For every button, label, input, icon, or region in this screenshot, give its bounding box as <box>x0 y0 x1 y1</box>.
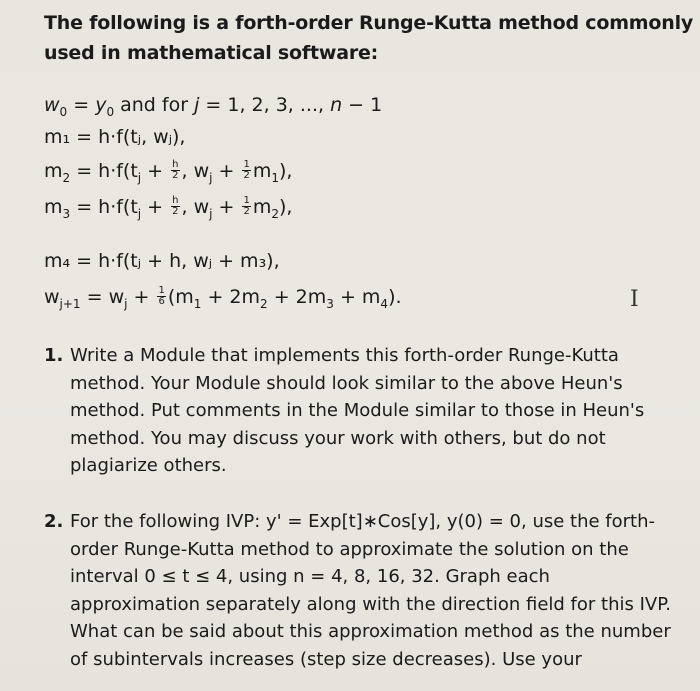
rk4-init-line: $w_0 = y_0$ and for j = 1, 2, 3, ..., n − 1 <box>44 94 383 119</box>
question-2 <box>44 508 684 673</box>
rk4-m4-line: m₄ = h·f(tⱼ + h, wⱼ + m₃), <box>44 250 280 272</box>
fraction: $\frac{h}{2}$ <box>172 195 179 217</box>
fraction: $\frac{1}{2}$ <box>243 195 250 217</box>
rk4-m1-line: m₁ = h·f(tⱼ, wⱼ), <box>44 126 186 148</box>
rk4-m2-line: $m_2 = h\cdot f(t_j$ + $\frac{h}{2}$ , $w_j$ + $\frac{1}{2}$ $m_1$), <box>44 159 293 185</box>
question-2-number: 2. <box>44 511 64 532</box>
question-1-number: 1. <box>44 345 64 366</box>
fraction: $\frac{h}{2}$ <box>172 159 179 181</box>
fraction: $\frac{1}{6}$ <box>158 285 165 307</box>
intro-paragraph: The following is a forth-order Runge-Kutta method commonly used in mathematical software: <box>44 12 694 64</box>
rk4-update-line: $w_{j+1} = w_j$ + $\frac{1}{6}$ $(m_1 + 2m_2 + 2m_3 + m_4)$. <box>44 285 402 311</box>
question-1 <box>44 342 684 480</box>
question-1-text: Write a Module that implements this forth-order Runge-Kutta method. Your Module should look similar to the above Heun's method. Put comments in the Module similar to those in Heun's method. You may discuss your work with others, but do not plagiarize others. <box>70 345 645 476</box>
question-2-text: For the following IVP: y' = Exp[t]∗Cos[y], y(0) = 0, use the forth-order Runge-Kutta method to approximate the solution on the interval 0 ≤ t ≤ 4, using n = 4, 8, 16, 32. Graph each approximation separately along with the direction field for this IVP. What can be said about this approximation method as the number of subintervals increases (step size decreases). Use your <box>70 511 671 670</box>
fraction: $\frac{1}{2}$ <box>243 159 250 181</box>
text-cursor-icon: I <box>630 287 639 312</box>
rk4-m3-line: $m_3 = h\cdot f(t_j$ + $\frac{h}{2}$ , $w_j$ + $\frac{1}{2}$ $m_2$), <box>44 195 293 221</box>
